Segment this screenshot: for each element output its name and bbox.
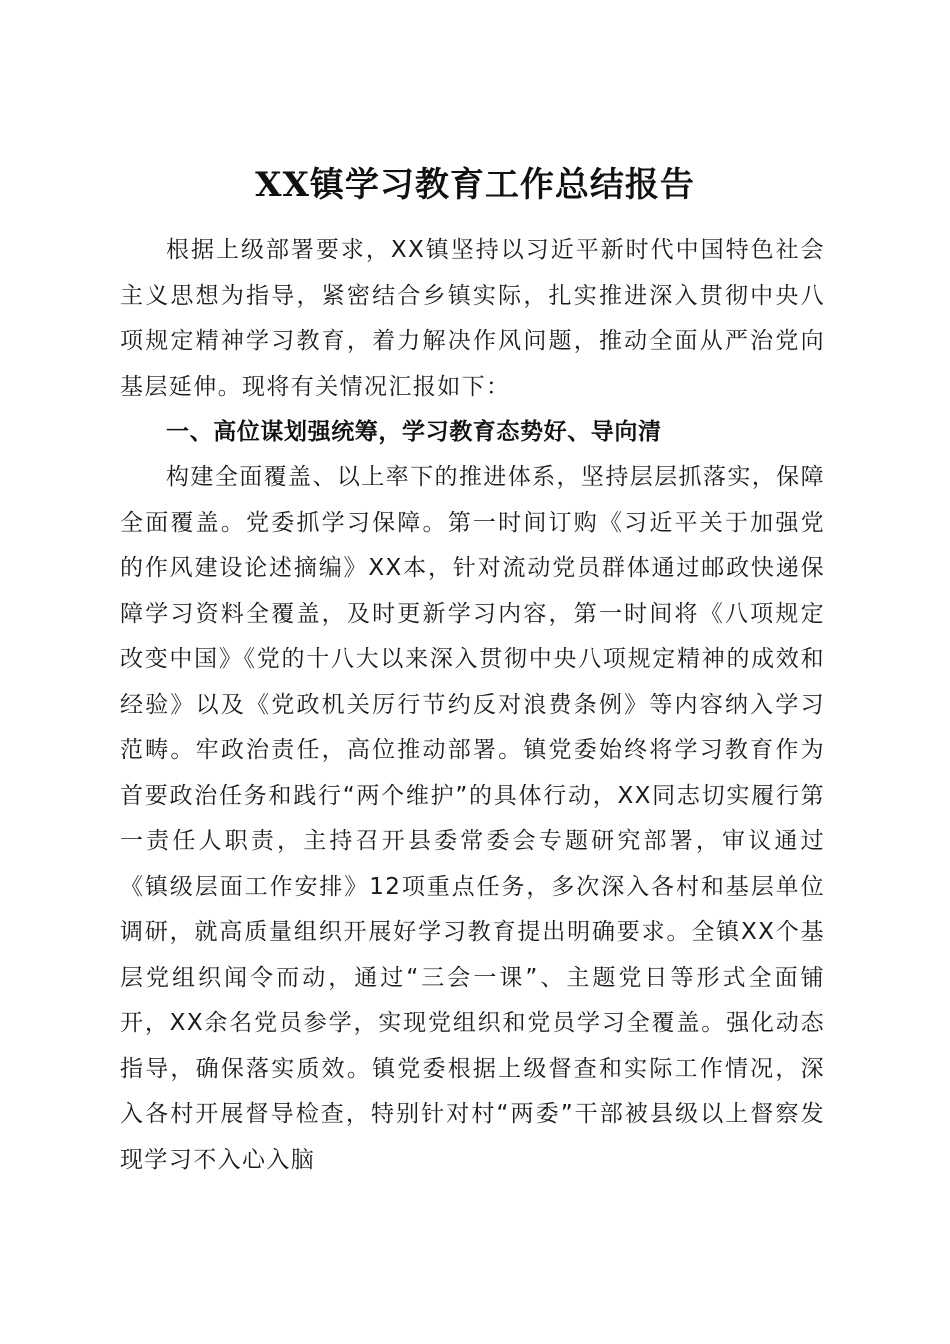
intro-paragraph: 根据上级部署要求，XX镇坚持以习近平新时代中国特色社会主义思想为指导，紧密结合乡镇实际，扎实推进深入贯彻中央八项规定精神学习教育，着力解决作风问题，推动全面从严治党向基层延伸。现将有关情况汇报如下： (120, 237, 825, 400)
section-paragraph: 构建全面覆盖、以上率下的推进体系，坚持层层抓落实，保障全面覆盖。党委抓学习保障。第一时间订购《习近平关于加强党的作风建设论述摘编》XX本，针对流动党员群体通过邮政快递保障学习资料全覆盖，及时更新学习内容，第一时间将《八项规定改变中国》《党的十八大以来深入贯彻中央八项规定精神的成效和经验》以及《党政机关厉行节约反对浪费条例》等内容纳入学习范畴。牢政治责任，高位推动部署。镇党委始终将学习教育作为首要政治任务和践行“两个维护”的具体行动，XX同志切实履行第一责任人职责，主持召开县委常委会专题研究部署，审议通过《镇级层面工作安排》12项重点任务，多次深入各村和基层单位调研，就高质量组织开展好学习教育提出明确要求。全镇XX个基层党组织闻令而动，通过“三会一课”、主题党日等形式全面铺开，XX余名党员参学，实现党组织和党员学习全覆盖。强化动态指导，确保落实质效。镇党委根据上级督查和实际工作情况，深入各村开展督导检查，特别针对村“两委”干部被县级以上督察发现学习不入心入脑 (120, 464, 825, 1173)
section-heading: 一、高位谋划强统筹，学习教育态势好、导向清 (166, 419, 662, 445)
document-title: XX镇学习教育工作总结报告 (255, 164, 695, 205)
